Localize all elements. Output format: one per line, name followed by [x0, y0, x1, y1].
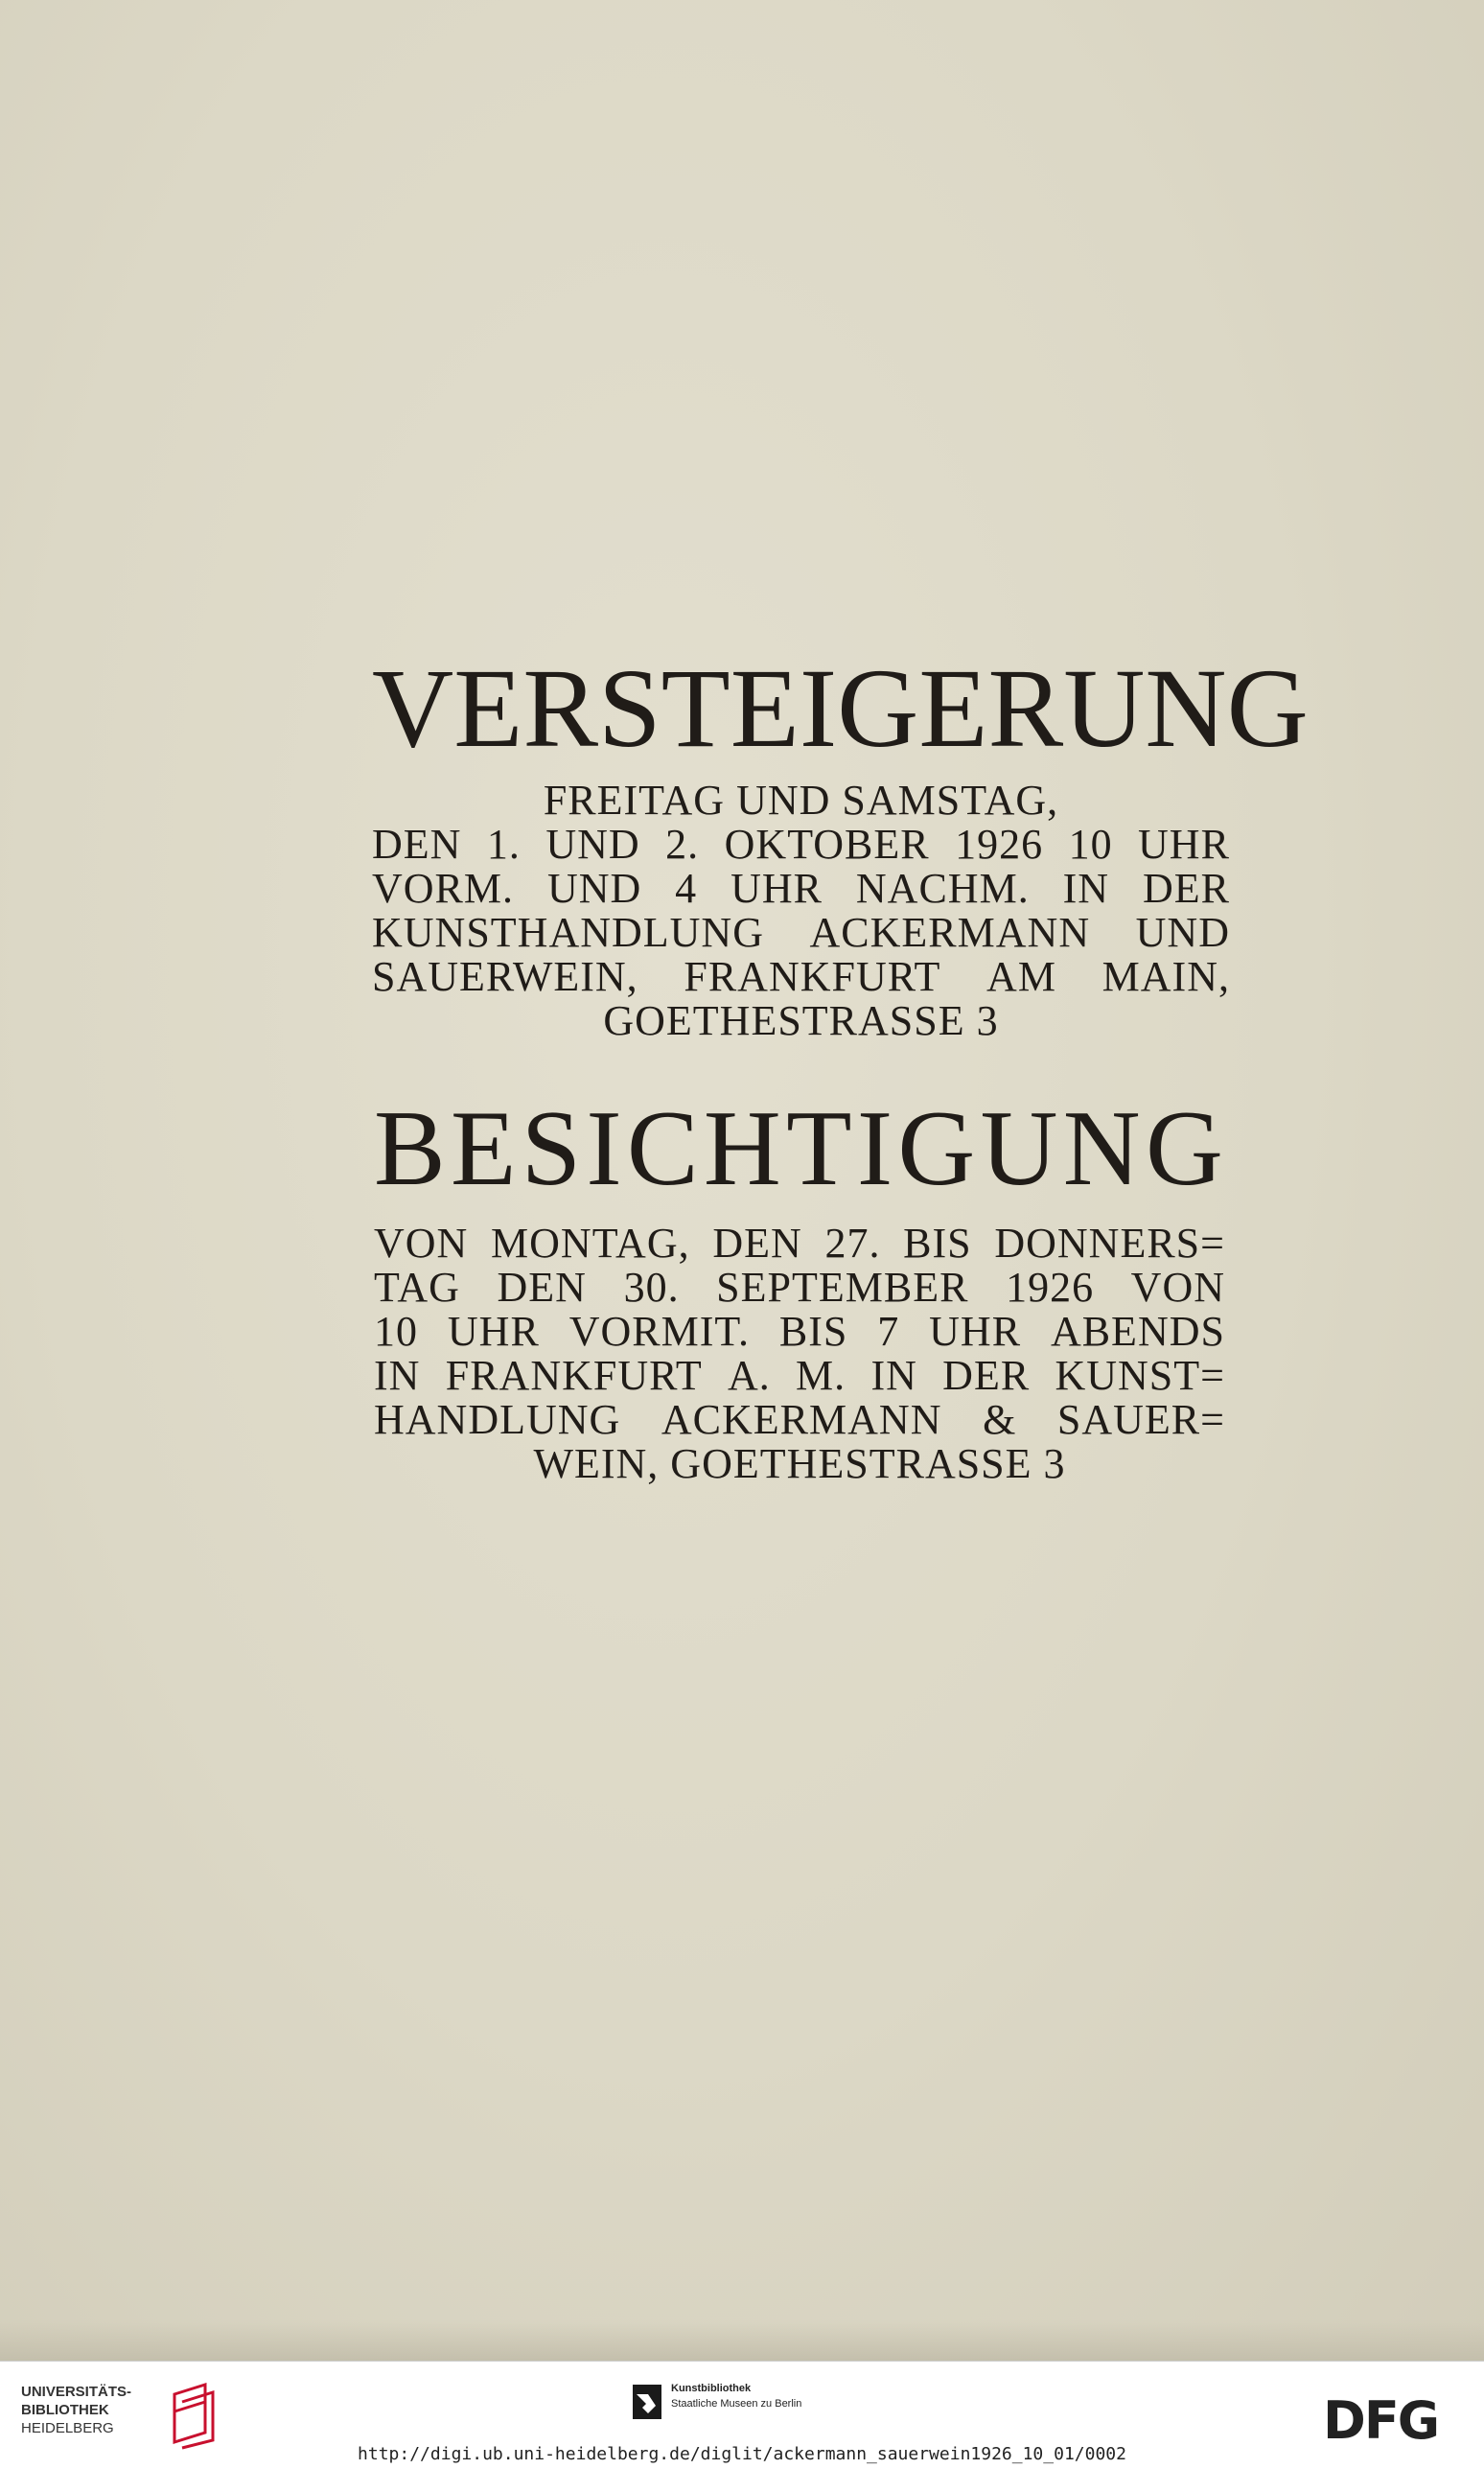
text-word: &: [983, 1396, 1017, 1443]
text-word: IN: [1062, 865, 1110, 912]
text-word: OKTOBER: [724, 821, 930, 868]
text-word: VORMIT.: [568, 1308, 750, 1355]
text-word: FRANKFURT: [684, 953, 941, 1000]
text-word: DEN: [372, 821, 462, 868]
text-word: GOETHESTRASSE 3: [603, 997, 999, 1044]
text-word: 30.: [623, 1264, 680, 1311]
text-line: [374, 1310, 1225, 1354]
heading-letter: N: [1145, 645, 1227, 771]
kunstbibliothek-logo[interactable]: [633, 2383, 882, 2431]
text-word: UHR: [929, 1308, 1022, 1355]
text-line: [372, 955, 1230, 999]
text-word: ACKERMANN: [661, 1396, 942, 1443]
text-word: KUNSTHANDLUNG: [372, 909, 764, 956]
text-word: IN: [870, 1352, 917, 1399]
text-word: M.: [796, 1352, 846, 1399]
library-logo-line-1: UNIVERSITÄTS-: [21, 2384, 132, 2400]
heading-letter: T: [661, 645, 730, 771]
text-word: IN: [374, 1352, 421, 1399]
text-word: UHR: [730, 865, 823, 912]
heading-letter: H: [703, 1089, 783, 1208]
text-word: WEIN, GOETHESTRASSE 3: [533, 1440, 1066, 1487]
viewing-details: [374, 1222, 1225, 1486]
text-word: DEN: [497, 1264, 587, 1311]
text-word: MAIN,: [1101, 953, 1230, 1000]
heading-letter: G: [1226, 645, 1309, 771]
viewing-section: [374, 1089, 1225, 1487]
heading-letter: R: [987, 645, 1064, 771]
viewing-heading: [374, 1089, 1225, 1208]
text-word: SAUER=: [1056, 1396, 1225, 1443]
text-word: VON: [1130, 1264, 1225, 1311]
text-line: [374, 1266, 1225, 1310]
text-line: [372, 779, 1230, 823]
permalink-url[interactable]: http://digi.ub.uni-heidelberg.de/diglit/ackermann_sauerwein1926_10_01/0002: [358, 2444, 1126, 2464]
university-library-logo[interactable]: [21, 2383, 213, 2450]
text-line: [374, 1442, 1225, 1486]
heading-letter: S: [598, 645, 661, 771]
text-word: 2.: [665, 821, 700, 868]
heading-letter: N: [1062, 1089, 1143, 1208]
text-word: UHR: [1138, 821, 1230, 868]
heading-letter: I: [586, 1089, 624, 1208]
text-word: ACKERMANN: [809, 909, 1091, 956]
heading-letter: E: [918, 645, 988, 771]
text-word: KUNST=: [1055, 1352, 1225, 1399]
text-word: DER: [1142, 865, 1230, 912]
heading-letter: R: [522, 645, 599, 771]
heading-letter: S: [521, 1089, 584, 1208]
text-line: [372, 999, 1230, 1043]
auction-heading: [372, 645, 1309, 771]
heading-letter: C: [626, 1089, 701, 1208]
text-word: BIS: [903, 1220, 972, 1267]
text-word: UND: [1135, 909, 1230, 956]
library-logo-line-2: BIBLIOTHEK: [21, 2402, 109, 2418]
kunstbibliothek-emblem-icon: [633, 2385, 661, 2419]
text-line: [372, 867, 1230, 911]
text-word: UHR: [447, 1308, 540, 1355]
text-word: DER: [942, 1352, 1031, 1399]
text-word: SEPTEMBER: [716, 1264, 969, 1311]
text-word: UND: [546, 865, 642, 912]
text-word: 10: [374, 1308, 418, 1355]
text-word: FRANKFURT: [445, 1352, 703, 1399]
auction-details: [372, 779, 1230, 1043]
text-word: VORM.: [372, 865, 515, 912]
heading-letter: E: [453, 645, 523, 771]
text-word: 4: [675, 865, 698, 912]
heading-letter: I: [799, 645, 838, 771]
text-word: 27.: [824, 1220, 881, 1267]
text-word: AM: [986, 953, 1056, 1000]
text-word: 7: [877, 1308, 900, 1355]
text-line: [374, 1398, 1225, 1442]
text-word: DONNERS=: [994, 1220, 1225, 1267]
footer-bar: [0, 2361, 1484, 2469]
heading-letter: G: [837, 645, 919, 771]
partner-title: Kunstbibliothek: [671, 2383, 752, 2394]
heading-letter: T: [786, 1089, 854, 1208]
heading-letter: V: [372, 645, 454, 771]
text-word: VON: [374, 1220, 469, 1267]
text-line: [372, 911, 1230, 955]
heading-letter: B: [374, 1089, 448, 1208]
text-word: FREITAG UND SAMSTAG,: [543, 777, 1059, 824]
text-word: TAG: [374, 1264, 460, 1311]
text-line: [372, 823, 1230, 867]
text-word: 1926: [1006, 1264, 1095, 1311]
partner-subtitle: Staatliche Museen zu Berlin: [671, 2398, 802, 2410]
dfg-logo[interactable]: DFG: [1323, 2390, 1439, 2451]
heading-letter: G: [1145, 1089, 1225, 1208]
text-line: [374, 1354, 1225, 1398]
text-word: 1.: [486, 821, 521, 868]
heading-letter: U: [1063, 645, 1146, 771]
text-word: DEN: [712, 1220, 802, 1267]
text-word: A.: [727, 1352, 771, 1399]
library-logo-line-3: HEIDELBERG: [21, 2420, 114, 2436]
heading-letter: E: [451, 1089, 519, 1208]
text-line: [374, 1222, 1225, 1266]
text-word: MONTAG,: [491, 1220, 690, 1267]
heading-letter: U: [980, 1089, 1060, 1208]
auction-section: [372, 645, 1309, 1044]
heading-letter: E: [730, 645, 800, 771]
text-word: BIS: [778, 1308, 848, 1355]
text-word: NACHM.: [855, 865, 1030, 912]
library-emblem-icon: [167, 2383, 224, 2450]
text-word: UND: [545, 821, 640, 868]
text-word: SAUERWEIN,: [372, 953, 638, 1000]
heading-letter: G: [897, 1089, 978, 1208]
text-word: ABENDS: [1050, 1308, 1225, 1355]
heading-letter: I: [856, 1089, 895, 1208]
text-word: HANDLUNG: [374, 1396, 621, 1443]
text-word: 10: [1068, 821, 1113, 868]
text-word: 1926: [955, 821, 1044, 868]
